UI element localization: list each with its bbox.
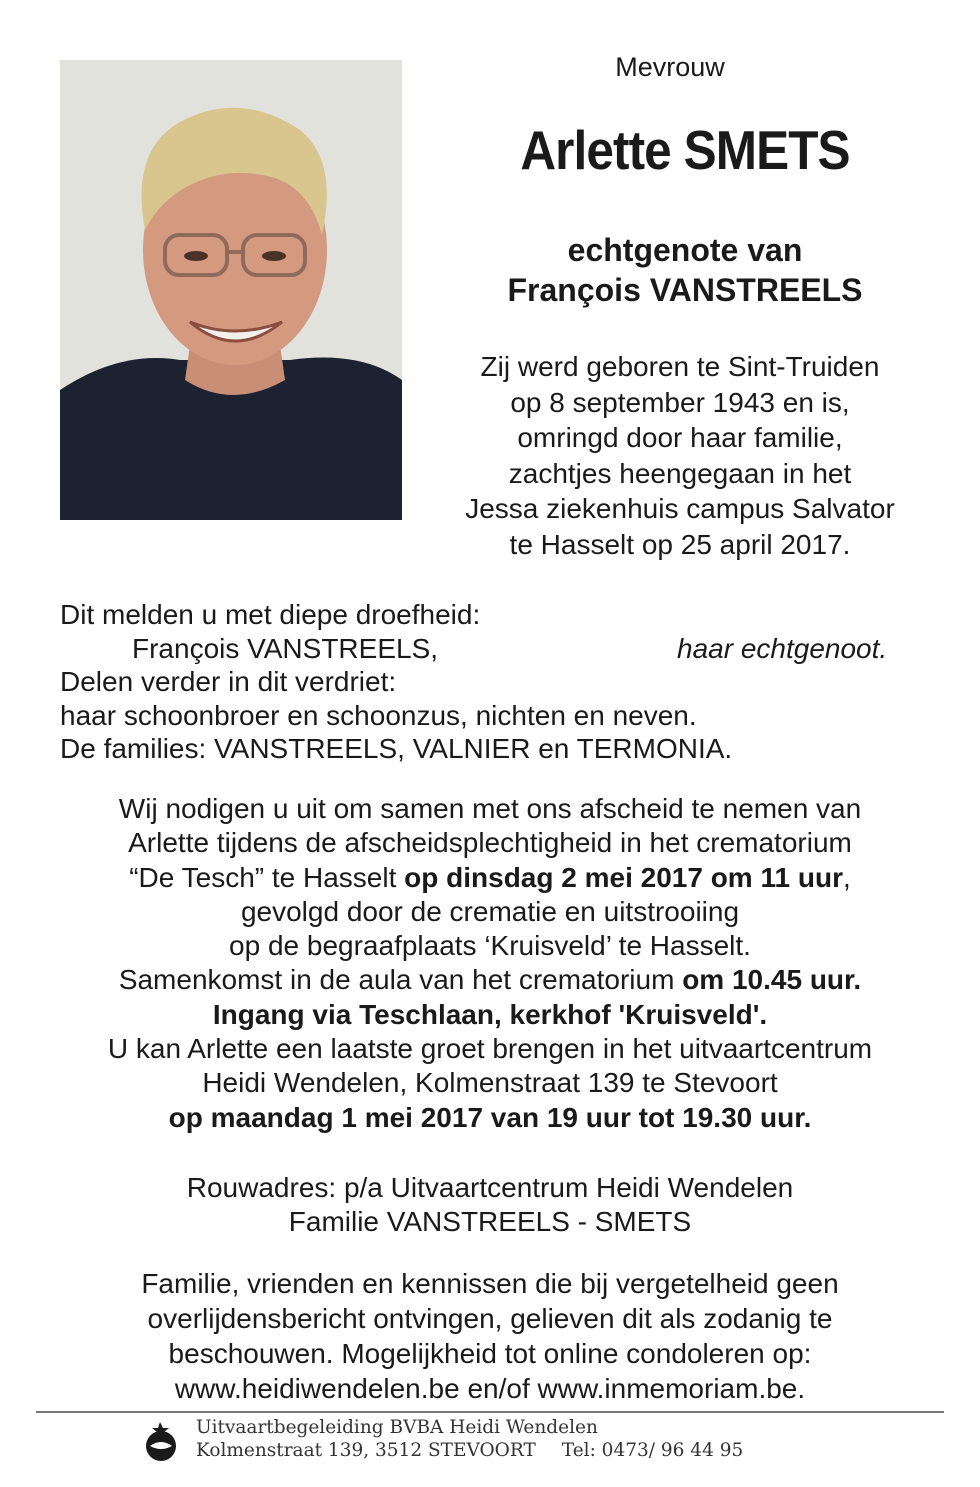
mourning-address (40, 1171, 940, 1239)
visitation-time (40, 1101, 940, 1135)
address-line: Familie VANSTREELS - SMETS (288, 1206, 692, 1237)
relatives: haar schoonbroer en schoonzus, nichten en neven. (60, 699, 697, 731)
mourner-spouse-name: François VANSTREELS, (132, 632, 439, 664)
invitation-section (40, 792, 940, 1135)
birth-details (420, 349, 940, 562)
mourners-section (60, 598, 888, 766)
address-line: Rouwadres: p/a Uitvaartcentrum Heidi Wendelen (186, 1172, 794, 1203)
footer-company: Uitvaartbegeleiding BVBA Heidi Wendelen (196, 1417, 598, 1438)
entrance-text: Ingang via Teschlaan, kerkhof 'Kruisveld'. (212, 998, 768, 1030)
spouse-name: François VANSTREELS (507, 272, 863, 308)
birth-line: te Hasselt op 25 april 2017. (509, 528, 851, 560)
families: De families: VANSTREELS, VALNIER en TERMONIA. (60, 733, 733, 764)
salutation: Mevrouw (615, 52, 725, 82)
invitation-line (40, 963, 940, 997)
portrait-photo (60, 60, 402, 520)
note-line: overlijdensbericht ontvingen, gelieven dit als zodanig te (147, 1303, 833, 1334)
footer-divider (36, 1411, 944, 1413)
visitation-time-text: op maandag 1 mei 2017 van 19 uur tot 19.30 uur. (168, 1101, 812, 1133)
invitation-line: Arlette tijdens de afscheidsplechtigheid in het crematorium (128, 827, 852, 859)
mourners-intro: Dit melden u met diepe droefheid: (60, 599, 481, 630)
note-line: Familie, vrienden en kennissen die bij vergetelheid geen (141, 1268, 839, 1299)
footer-phone: Tel: 0473/ 96 44 95 (561, 1440, 744, 1461)
ceremony-place: “De Tesch” te Hasselt (129, 861, 405, 893)
note-line: www.heidiwendelen.be en/of www.inmemoriam.be. (174, 1373, 806, 1404)
dove-globe-icon (138, 1418, 184, 1464)
ceremony-comma: , (842, 861, 851, 893)
footer-address: Kolmenstraat 139, 3512 STEVOORT (196, 1440, 536, 1461)
mourner-spouse-role: haar echtgenoot. (677, 632, 888, 664)
invitation-line: op de begraafplaats ‘Kruisveld’ te Hasselt. (229, 930, 751, 962)
birth-line: omringd door haar familie, (517, 422, 843, 453)
invitation-line (40, 861, 940, 895)
footer (196, 1416, 743, 1462)
spouse-label: echtgenote van (567, 232, 803, 268)
birth-line: zachtjes heengegaan in het (508, 457, 852, 489)
entrance-note (40, 998, 940, 1032)
birth-line: Zij werd geboren te Sint-Truiden (480, 351, 880, 382)
condolence-note (40, 1266, 940, 1406)
invitation-line: Wij nodigen u uit om samen met ons afscheid te nemen van (118, 793, 862, 824)
gathering-time: om 10.45 uur. (682, 964, 862, 996)
birth-line: Jessa ziekenhuis campus Salvator (465, 493, 895, 524)
note-line: beschouwen. Mogelijkheid tot online condoleren op: (168, 1338, 812, 1369)
portrait-illustration (60, 60, 402, 520)
invitation-line: Heidi Wendelen, Kolmenstraat 139 te Stevoort (202, 1067, 778, 1099)
invitation-line: U kan Arlette een laatste groet brengen in het uitvaartcentrum (107, 1033, 873, 1065)
footer-contact (196, 1439, 743, 1462)
deceased-name: Arlette SMETS (520, 119, 850, 181)
gathering-text: Samenkomst in de aula van het crematorium (118, 964, 683, 996)
birth-line: op 8 september 1943 en is, (510, 386, 850, 418)
share-intro: Delen verder in dit verdriet: (60, 666, 397, 697)
invitation-line: gevolgd door de crematie en uitstrooiing (240, 895, 740, 927)
mourner-spouse-row (60, 632, 888, 666)
ceremony-date: op dinsdag 2 mei 2017 om 11 uur (404, 861, 843, 893)
